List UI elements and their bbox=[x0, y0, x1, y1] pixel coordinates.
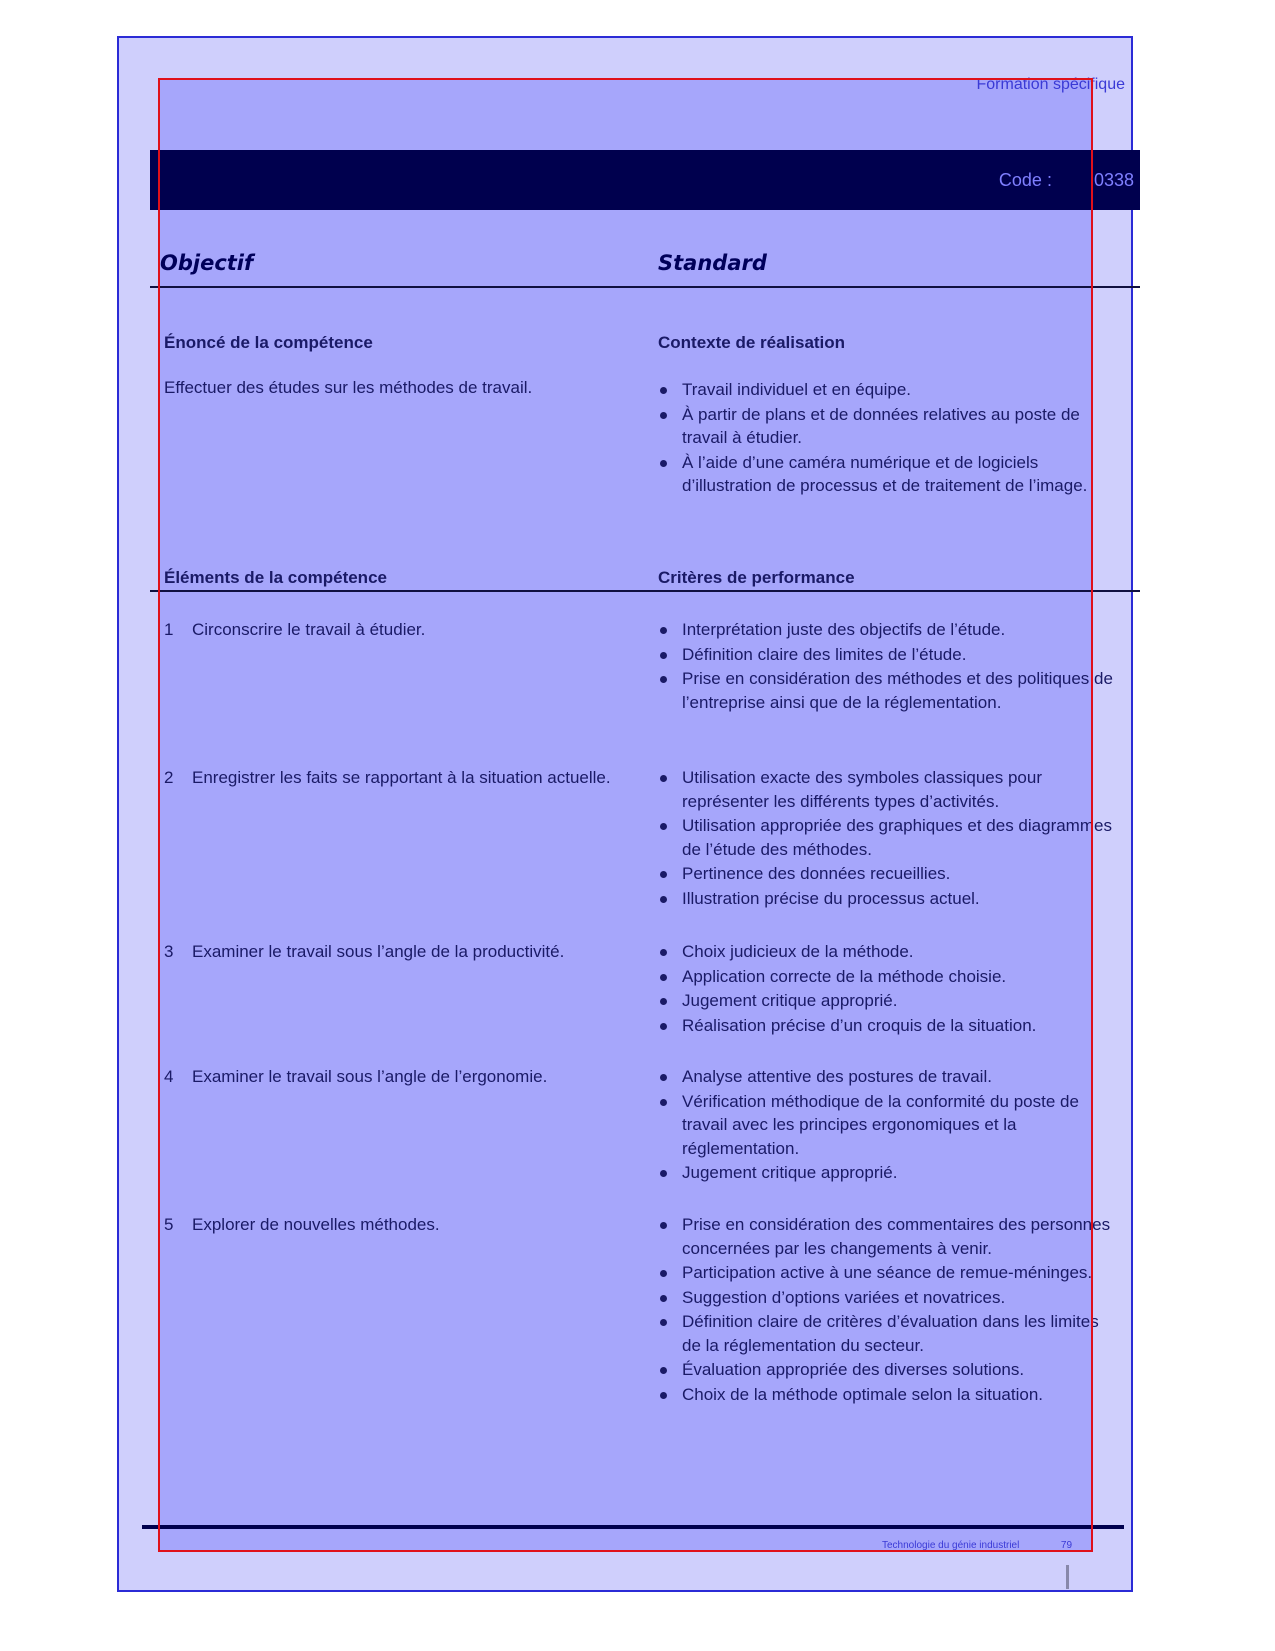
criterion-item: Utilisation appropriée des graphiques et des diagrammes de l’étude des méthodes. bbox=[658, 814, 1118, 861]
code-text bbox=[999, 170, 1134, 191]
element-text: Enregistrer les faits se rapportant à la situation actuelle. bbox=[192, 768, 611, 787]
criterion-item: Utilisation exacte des symboles classiques pour représenter les différents types d’activités. bbox=[658, 766, 1118, 813]
criterion-item: Choix judicieux de la méthode. bbox=[658, 940, 1118, 964]
element-text: Circonscrire le travail à étudier. bbox=[192, 620, 426, 639]
criterion-item: Prise en considération des commentaires des personnes concernées par les changements à venir. bbox=[658, 1213, 1118, 1260]
criterion-item: Prise en considération des méthodes et des politiques de l’entreprise ainsi que de la réglementation. bbox=[658, 667, 1118, 714]
criterion-item: Définition claire de critères d’évaluation dans les limites de la réglementation du secteur. bbox=[658, 1310, 1118, 1357]
element-number: 5 bbox=[164, 1215, 174, 1234]
heading-rule bbox=[150, 286, 1140, 288]
criterion-item: Choix de la méthode optimale selon la situation. bbox=[658, 1383, 1118, 1407]
criterion-item: Évaluation appropriée des diverses solutions. bbox=[658, 1358, 1118, 1382]
elements-rule bbox=[150, 590, 1140, 592]
footer-text: Technologie du génie industriel bbox=[882, 1540, 1020, 1551]
criteres-heading: Critères de performance bbox=[658, 568, 855, 587]
element-item bbox=[164, 1213, 654, 1236]
criterion-item: Illustration précise du processus actuel. bbox=[658, 887, 1118, 911]
element-item bbox=[164, 766, 654, 789]
element-item bbox=[164, 1065, 654, 1088]
element-item bbox=[164, 618, 654, 641]
criteria-list bbox=[658, 940, 1118, 1038]
contexte-item: À l’aide d’une caméra numérique et de logiciels d’illustration de processus et de traitement de l’image. bbox=[658, 451, 1118, 498]
criterion-item: Interprétation juste des objectifs de l’étude. bbox=[658, 618, 1118, 642]
contexte-item: À partir de plans et de données relatives au poste de travail à étudier. bbox=[658, 403, 1118, 450]
contexte-heading: Contexte de réalisation bbox=[658, 333, 846, 352]
code-label: Code : bbox=[998, 170, 1052, 190]
criterion-item: Jugement critique approprié. bbox=[658, 1161, 1118, 1185]
objectif-heading: Objectif bbox=[160, 251, 254, 275]
element-text: Examiner le travail sous l’angle de la productivité. bbox=[192, 942, 565, 961]
criterion-item: Vérification méthodique de la conformité du poste de travail avec les principes ergonomiques et la réglementation. bbox=[658, 1090, 1118, 1161]
footer-rule bbox=[142, 1525, 1124, 1529]
formation-label: Formation spécifique bbox=[976, 76, 1125, 93]
standard-heading: Standard bbox=[658, 251, 767, 275]
element-item bbox=[164, 940, 654, 963]
criterion-item: Définition claire des limites de l’étude. bbox=[658, 643, 1118, 667]
page-marker bbox=[1066, 1565, 1069, 1589]
criteria-list bbox=[658, 618, 1118, 715]
element-number: 1 bbox=[164, 620, 174, 639]
criterion-item: Jugement critique approprié. bbox=[658, 989, 1118, 1013]
enonce-text: Effectuer des études sur les méthodes de travail. bbox=[164, 378, 533, 397]
contexte-item: Travail individuel et en équipe. bbox=[658, 378, 1118, 402]
criteria-list bbox=[658, 1065, 1118, 1186]
footer-page-number: 79 bbox=[1060, 1540, 1073, 1551]
element-number: 4 bbox=[164, 1067, 174, 1086]
criteria-list bbox=[658, 766, 1118, 911]
element-text: Explorer de nouvelles méthodes. bbox=[192, 1215, 440, 1234]
footer bbox=[882, 1540, 1072, 1551]
criterion-item: Réalisation précise d’un croquis de la situation. bbox=[658, 1014, 1118, 1038]
code-banner bbox=[150, 150, 1140, 210]
criterion-item: Suggestion d’options variées et novatrices. bbox=[658, 1286, 1118, 1310]
element-text: Examiner le travail sous l’angle de l’ergonomie. bbox=[192, 1067, 548, 1086]
criterion-item: Application correcte de la méthode choisie. bbox=[658, 965, 1118, 989]
criterion-item: Pertinence des données recueillies. bbox=[658, 862, 1118, 886]
contexte-list bbox=[658, 378, 1118, 499]
element-number: 2 bbox=[164, 768, 174, 787]
criterion-item: Analyse attentive des postures de travail. bbox=[658, 1065, 1118, 1089]
criterion-item: Participation active à une séance de remue-méninges. bbox=[658, 1261, 1118, 1285]
code-value: 0338 bbox=[1093, 170, 1134, 190]
element-number: 3 bbox=[164, 942, 174, 961]
elements-heading: Éléments de la compétence bbox=[164, 568, 387, 587]
criteria-list bbox=[658, 1213, 1118, 1407]
enonce-heading: Énoncé de la compétence bbox=[164, 333, 373, 352]
